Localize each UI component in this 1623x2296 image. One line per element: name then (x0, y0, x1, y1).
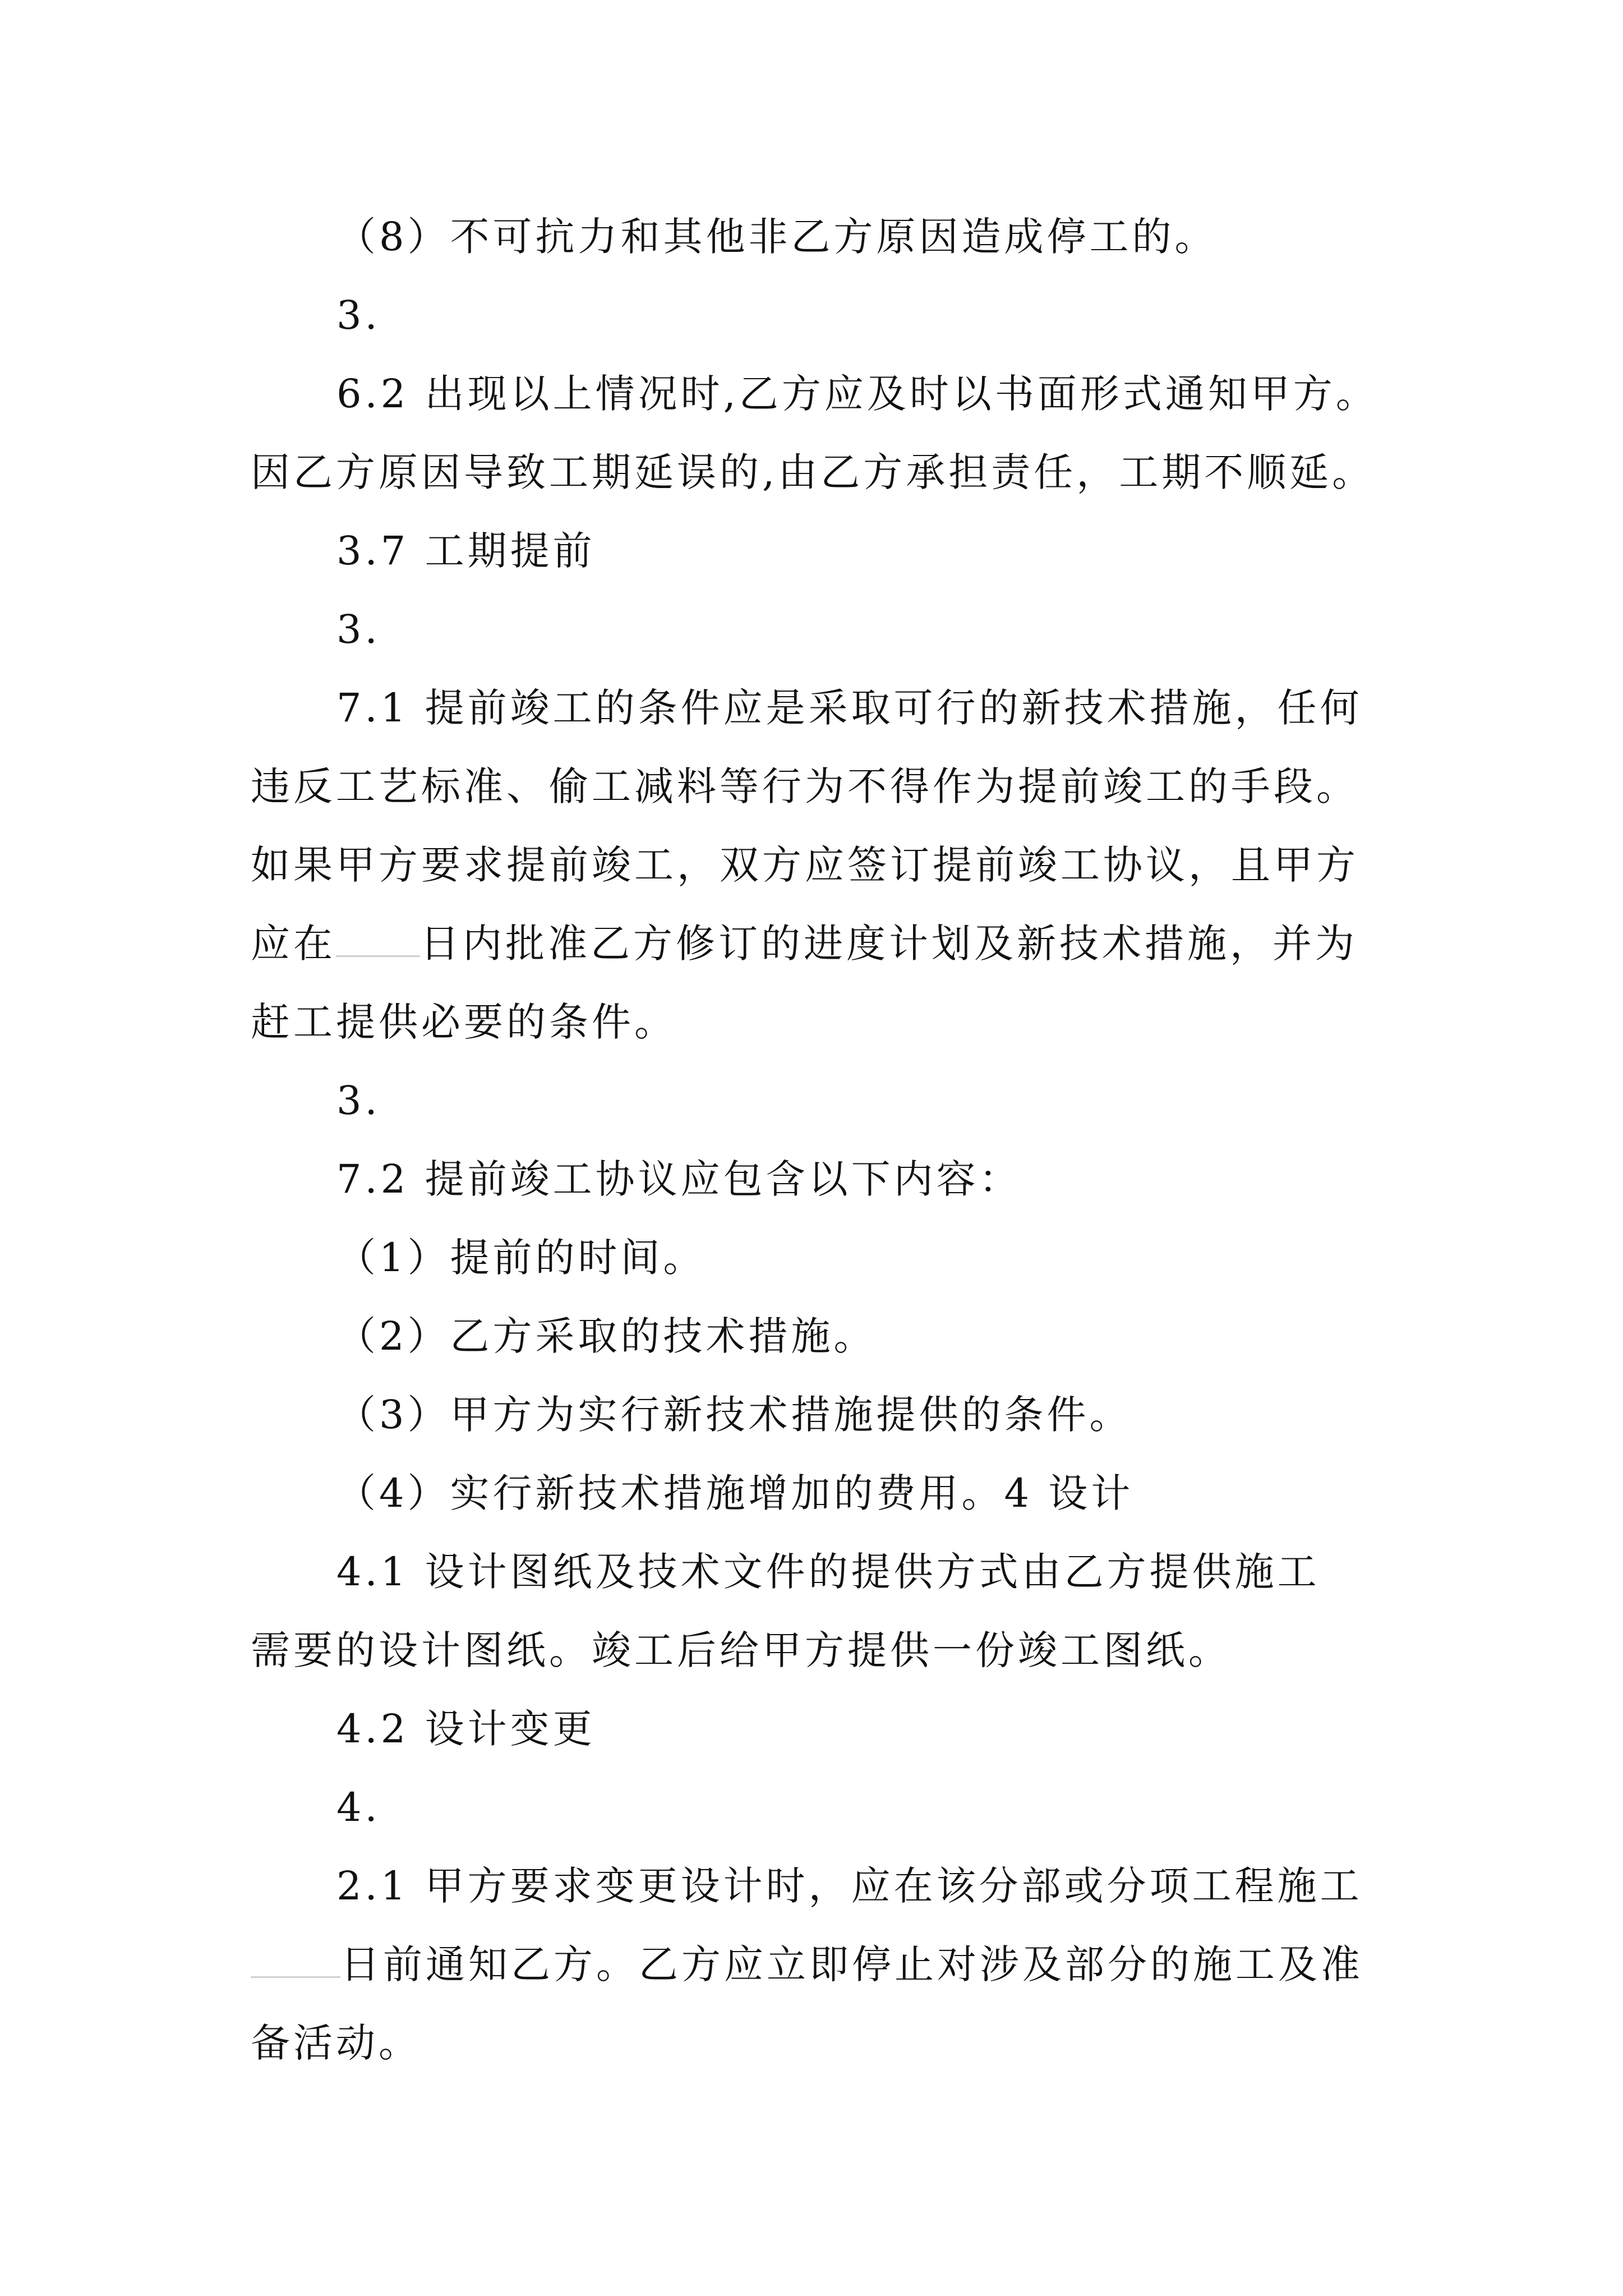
text-line-01: （8）不可抗力和其他非乙方原因造成停工的。 (336, 214, 1218, 260)
text-line-12: 3. (336, 1078, 381, 1124)
text-line-06: 3. (336, 606, 381, 652)
text-line-02: 3. (336, 292, 381, 338)
text-line-07: 7.1 提前竣工的条件应是采取可行的新技术措施，任何 (336, 685, 1363, 731)
text-line-04: 因乙方原因导致工期延误的,由乙方承担责任，工期不顺延。 (251, 449, 1375, 495)
text-line-20: 4.2 设计变更 (336, 1706, 596, 1752)
text-line-17: （4）实行新技术措施增加的费用。4 设计 (336, 1470, 1134, 1516)
text-line-08: 违反工艺标准、偷工减料等行为不得作为提前竣工的手段。 (251, 763, 1359, 809)
fill-in-blank (336, 921, 420, 957)
text-line-13: 7.2 提前竣工协议应包含以下内容： (336, 1156, 1022, 1202)
text-line-19: 需要的设计图纸。竣工后给甲方提供一份竣工图纸。 (251, 1627, 1231, 1673)
text-line-11: 赶工提供必要的条件。 (251, 999, 677, 1045)
text-line-05: 3.7 工期提前 (336, 528, 596, 574)
fill-in-blank (251, 1941, 340, 1978)
text-line-22: 2.1 甲方要求变更设计时，应在该分部或分项工程施工 (336, 1863, 1363, 1909)
text-line-16: （3）甲方为实行新技术措施提供的条件。 (336, 1392, 1132, 1438)
text-line-10: 应在 日内批准乙方修订的进度计划及新技术措施，并为 (251, 921, 1358, 967)
text-line-21: 4. (336, 1784, 381, 1830)
text-line-15: （2）乙方采取的技术措施。 (336, 1313, 877, 1359)
text-line-23: 日前通知乙方。乙方应立即停止对涉及部分的施工及准 (251, 1939, 1363, 1990)
text-line-14: （1）提前的时间。 (336, 1235, 706, 1281)
text-line-03: 6.2 出现以上情况时,乙方应及时以书面形式通知甲方。 (336, 371, 1378, 417)
text-line-24: 备活动。 (251, 2020, 421, 2066)
text-line-18: 4.1 设计图纸及技术文件的提供方式由乙方提供施工 (336, 1549, 1320, 1595)
text-line-09: 如果甲方要求提前竣工，双方应签订提前竣工协议，且甲方 (251, 842, 1359, 888)
